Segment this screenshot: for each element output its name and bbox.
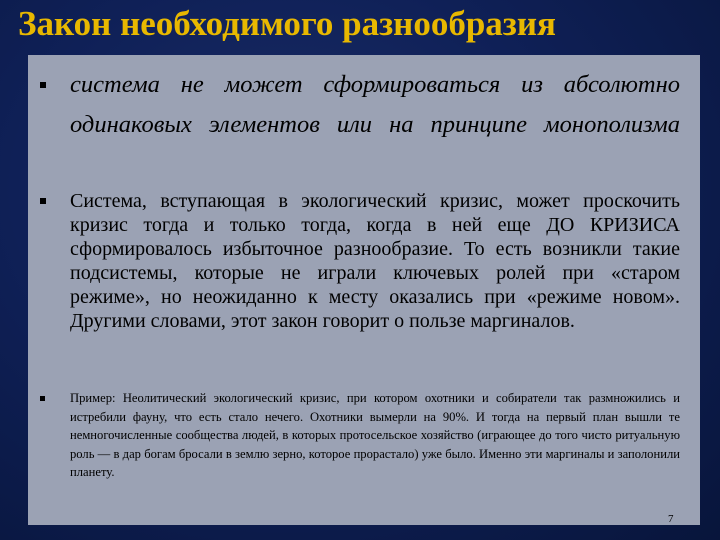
square-bullet-icon: [40, 396, 45, 401]
bullet-text-1: система не может сформироваться из абсолютно одинаковых элементов или на принципе монополизма: [70, 71, 680, 138]
bullet-text-2: Система, вступающая в экологический кризис, может проскочить кризис тогда и только тогда, когда в ней еще ДО КРИЗИСА сформировалось избыточное разнообразие. То есть возникли такие подсистемы, которые не играли ключевых ролей при «старом режиме», но неожиданно к месту оказались при «режиме новом». Другими словами, этот закон говорит о пользе маргиналов.: [70, 190, 680, 332]
page-number: 7: [668, 513, 674, 525]
square-bullet-icon: [40, 198, 46, 204]
bullet-text-3: Пример: Неолитический экологический кризис, при котором охотники и собиратели так размножились и истребили фауну, что есть стало нечего. Охотники вымерли на 90%. И тогда на первый план вышли те немногочисленные сообщества людей, в которых протосельское хозяйство (играющее до того чисто ритуальную роль — в дар богам бросали в землю зерно, которое прорастало) уже было. Именно эти маргиналы и заполонили планету.: [70, 391, 680, 479]
slide-title: Закон необходимого разнообразия: [18, 4, 556, 43]
square-bullet-icon: [40, 82, 46, 88]
content-panel: [28, 55, 700, 525]
